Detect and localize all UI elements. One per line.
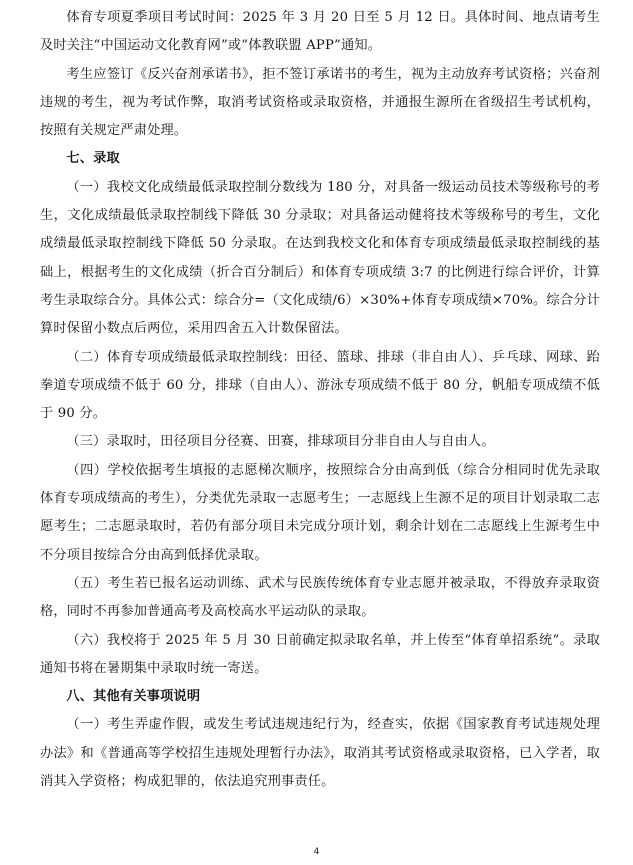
- section-heading-admission: 七、录取: [66, 151, 120, 167]
- admission-paragraph-4: （四）学校依据考生填报的志愿梯次顺序，按照综合分由高到低（综合分相同时优先录取体育专项成绩高的考生），分类优先录取一志愿考生；一志愿线上生源不足的项目计划录取二志愿考生；二志愿录取时，若仍有部分项目未完成分项计划，剩余计划在二志愿线上生源考生中不分项目按综合分由高到低择优录取。: [40, 462, 600, 563]
- page-number: 4: [313, 847, 320, 857]
- admission-paragraph-5: （五）考生若已报名运动训练、武术与民族传统体育专业志愿并被录取，不得放弃录取资格，同时不再参加普通高考及高校高水平运动队的录取。: [40, 575, 600, 620]
- anti-doping-paragraph: 考生应签订《反兴奋剂承诺书》，拒不签订承诺书的考生，视为主动放弃考试资格；兴奋剂违规的考生，视为考试作弊，取消考试资格或录取资格，并通报生源所在省级招生考试机构，按照有关规定严肃处理。: [40, 66, 600, 139]
- other-matters-paragraph-1: （一）考生弄虚作假，或发生考试违规违纪行为，经查实，依据《国家教育考试违规处理办法》和《普通高等学校招生违规处理暂行办法》，取消其考试资格或录取资格，已入学者，取消其入学资格；构成犯罪的，依法追究刑事责任。: [40, 717, 600, 790]
- page-content: [40, 4, 600, 796]
- exam-time-paragraph: 体育专项夏季项目考试时间：2025 年 3 月 20 日至 5 月 12 日。具体时间、地点请考生及时关注“中国运动文化教育网”或“体教联盟 APP”通知。: [40, 10, 600, 54]
- admission-paragraph-2: （二）体育专项成绩最低录取控制线：田径、篮球、排球（非自由人）、乒乓球、网球、跆拳道专项成绩不低于 60 分，排球（自由人）、游泳专项成绩不低于 80 分，帆船专项成绩不低于 90 分。: [40, 349, 600, 422]
- admission-paragraph-3: （三）录取时，田径项目分径赛、田赛，排球项目分非自由人与自由人。: [66, 434, 495, 450]
- admission-paragraph-6: （六）我校将于 2025 年 5 月 30 日前确定拟录取名单，并上传至“体育单招系统”。录取通知书将在暑期集中录取时统一寄送。: [40, 632, 600, 676]
- admission-paragraph-1: （一）我校文化成绩最低录取控制分数线为 180 分，对具备一级运动员技术等级称号的考生，文化成绩最低录取控制线下降低 30 分录取；对具备运动健将技术等级称号的考生，文化成绩最低录取控制线下降低 50 分录取。在达到我校文化和体育专项成绩最低录取控制线的基础上，根据考生的文化成绩（折合百分制后）和体育专项成绩 3:7 的比例进行综合评价，计算考生录取综合分。具体公式：综合分=（文化成绩/6）×30%+体育专项成绩×70%。综合分计算时保留小数点后两位，采用四舍五入计数保留法。: [40, 179, 600, 337]
- section-heading-other-matters: 八、其他有关事项说明: [66, 689, 201, 705]
